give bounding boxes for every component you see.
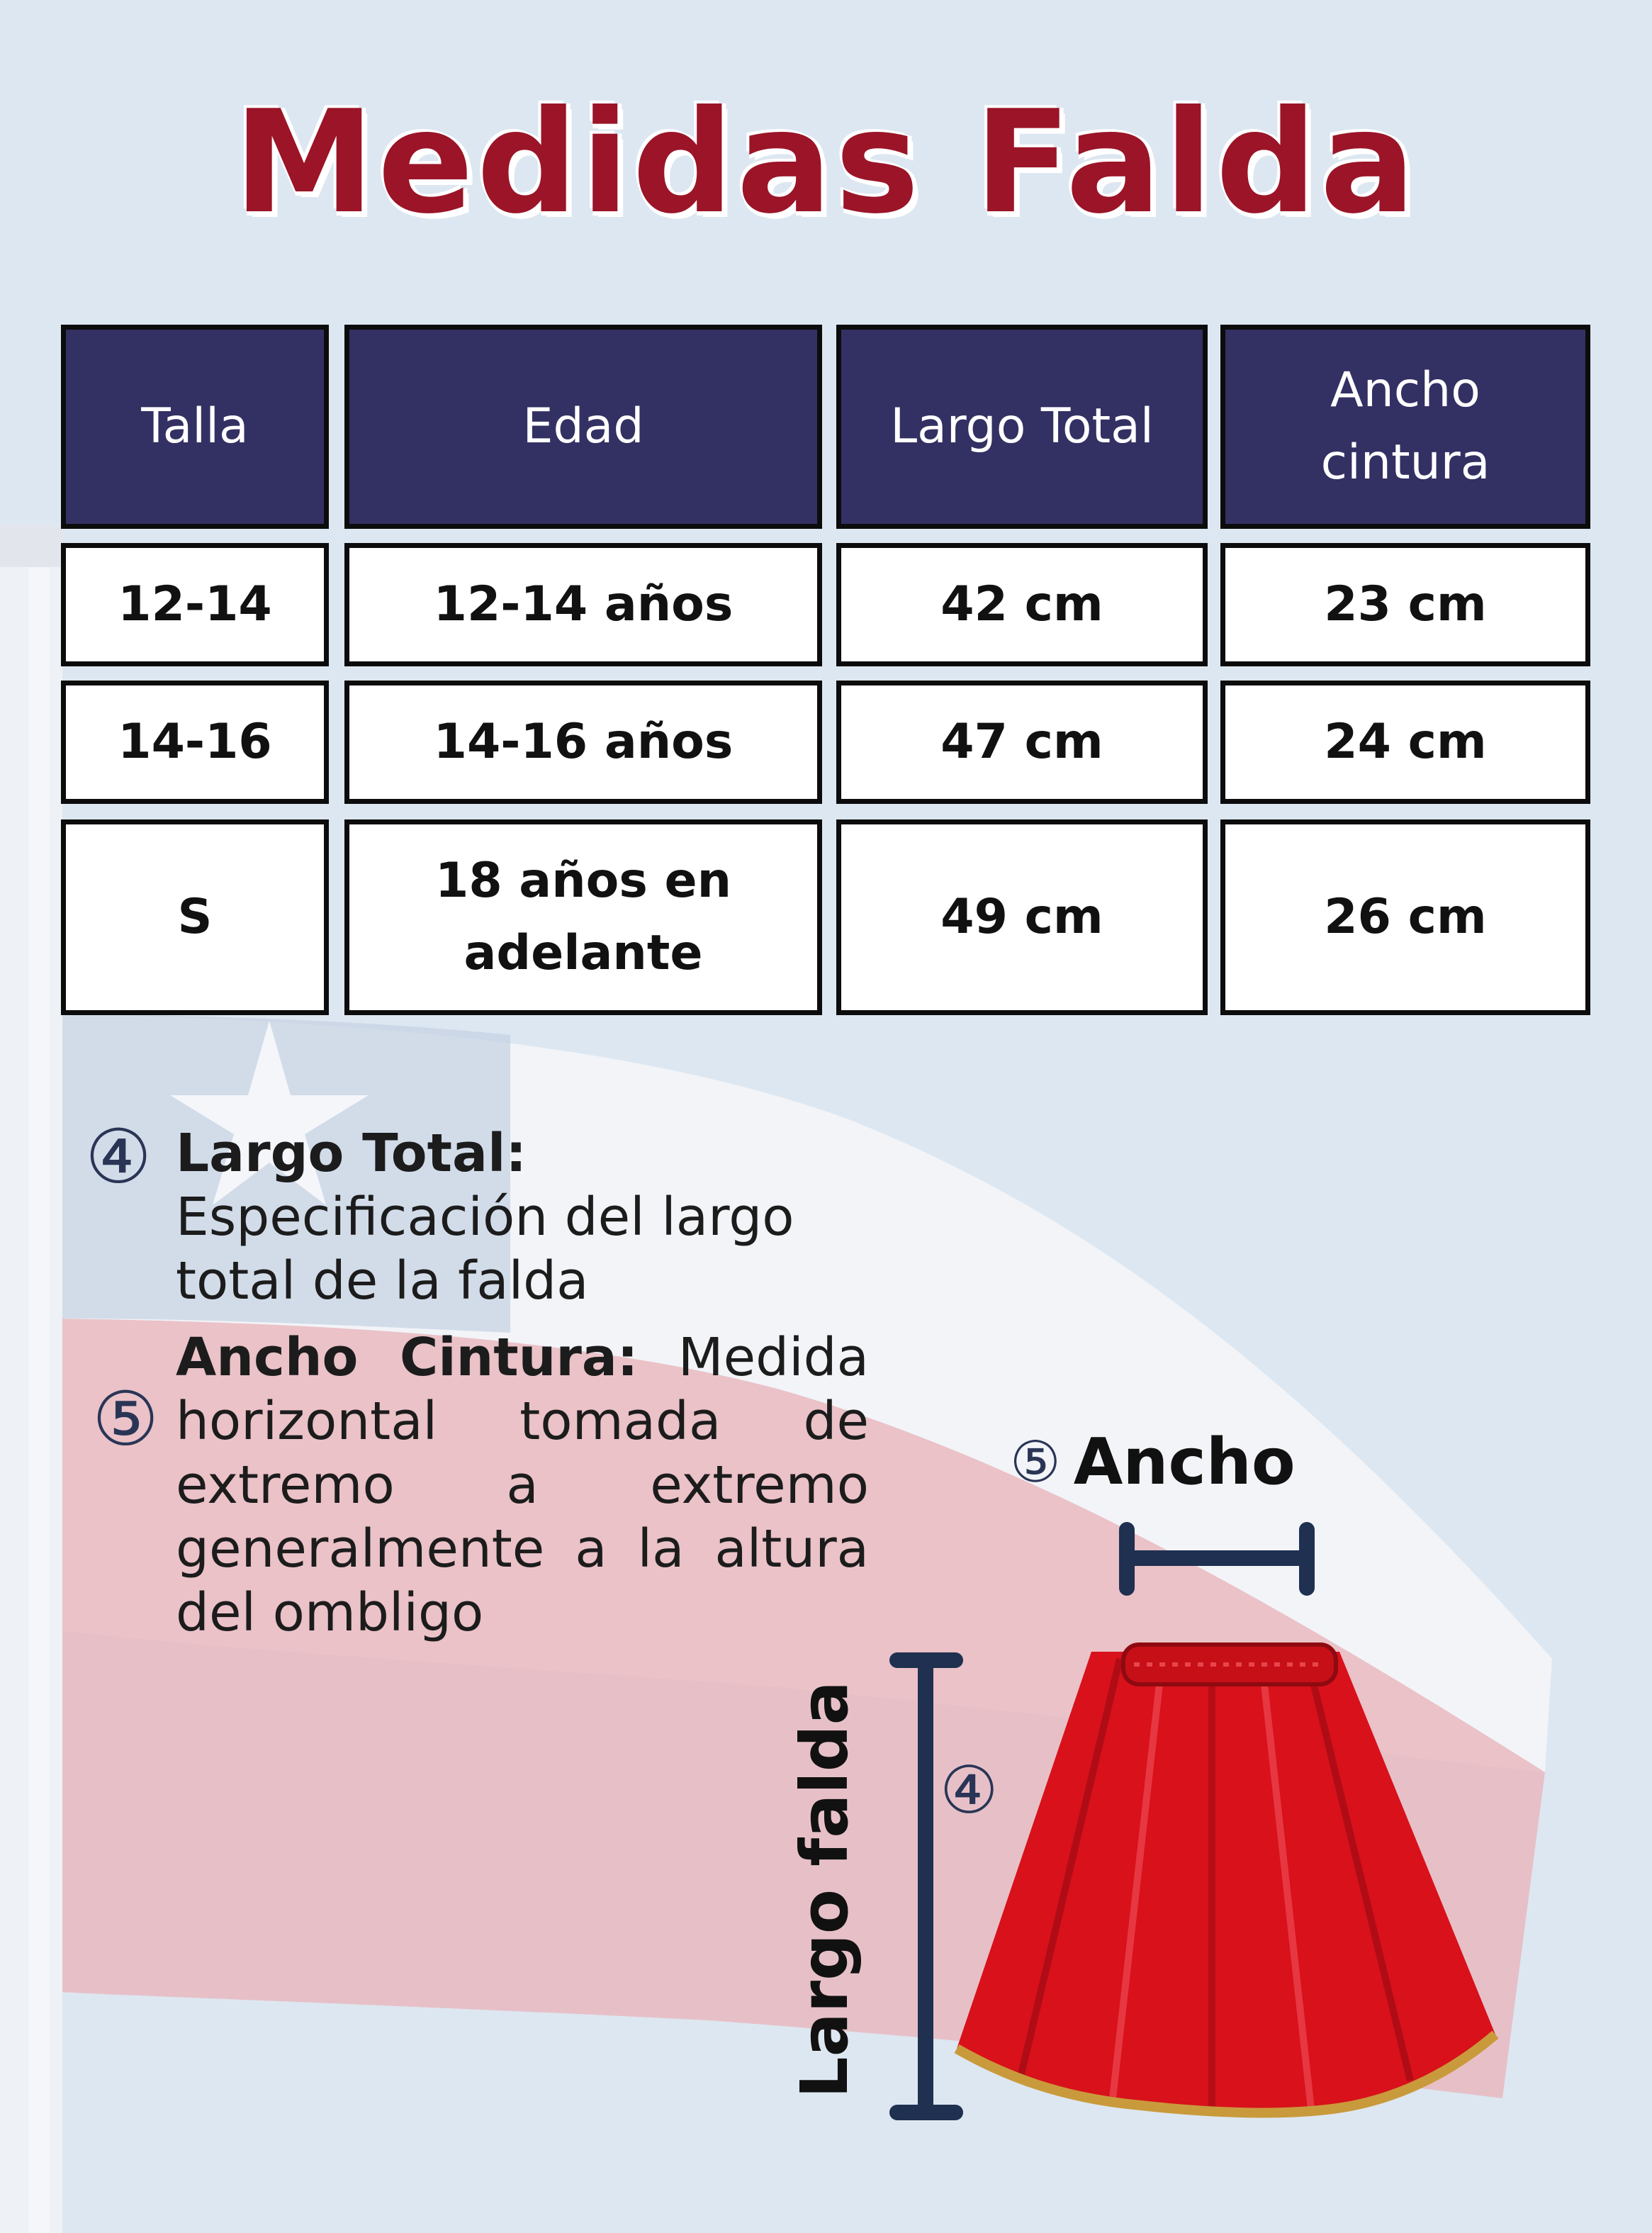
header-ancho-cintura: Ancho cintura bbox=[1220, 325, 1590, 529]
header-largo-total: Largo Total bbox=[836, 325, 1208, 529]
number-four-icon: ④ bbox=[85, 1114, 152, 1200]
cell-edad: 18 años en adelante bbox=[344, 819, 822, 1015]
cell-edad: 14-16 años bbox=[344, 681, 822, 804]
header-edad: Edad bbox=[344, 325, 822, 529]
cell-largo-total: 47 cm bbox=[836, 681, 1208, 804]
largo-measure-bar bbox=[897, 1660, 955, 2112]
cell-edad: 12-14 años bbox=[344, 543, 822, 666]
cell-largo-total: 49 cm bbox=[836, 819, 1208, 1015]
largo-falda-label: Largo falda bbox=[787, 1681, 862, 2098]
ancho-measure-bar bbox=[1127, 1530, 1307, 1588]
cell-ancho-cintura: 26 cm bbox=[1220, 819, 1590, 1015]
largo-total-title: Largo Total: bbox=[176, 1123, 527, 1184]
cell-talla: 14-16 bbox=[61, 681, 329, 804]
page-title: Medidas Falda bbox=[233, 80, 1419, 245]
header-talla: Talla bbox=[61, 325, 329, 529]
number-five-icon: ⑤ bbox=[92, 1376, 159, 1462]
number-four-icon: ④ bbox=[940, 1752, 999, 1828]
ancho-cintura-text: Medida horizontal tomada de extremo a extremo generalmente a la altura del ombligo bbox=[176, 1327, 869, 1643]
cell-talla: S bbox=[61, 819, 329, 1015]
cell-talla: 12-14 bbox=[61, 543, 329, 666]
red-skirt-illustration bbox=[957, 1645, 1495, 2112]
cell-largo-total: 42 cm bbox=[836, 543, 1208, 666]
largo-total-text: Especificación del largo total de la falda bbox=[176, 1187, 794, 1311]
cell-ancho-cintura: 23 cm bbox=[1220, 543, 1590, 666]
ancho-text: Ancho bbox=[1073, 1425, 1296, 1499]
number-five-icon: ⑤ bbox=[1010, 1429, 1061, 1495]
ancho-cintura-title: Ancho Cintura: bbox=[176, 1327, 639, 1388]
cell-ancho-cintura: 24 cm bbox=[1220, 681, 1590, 804]
